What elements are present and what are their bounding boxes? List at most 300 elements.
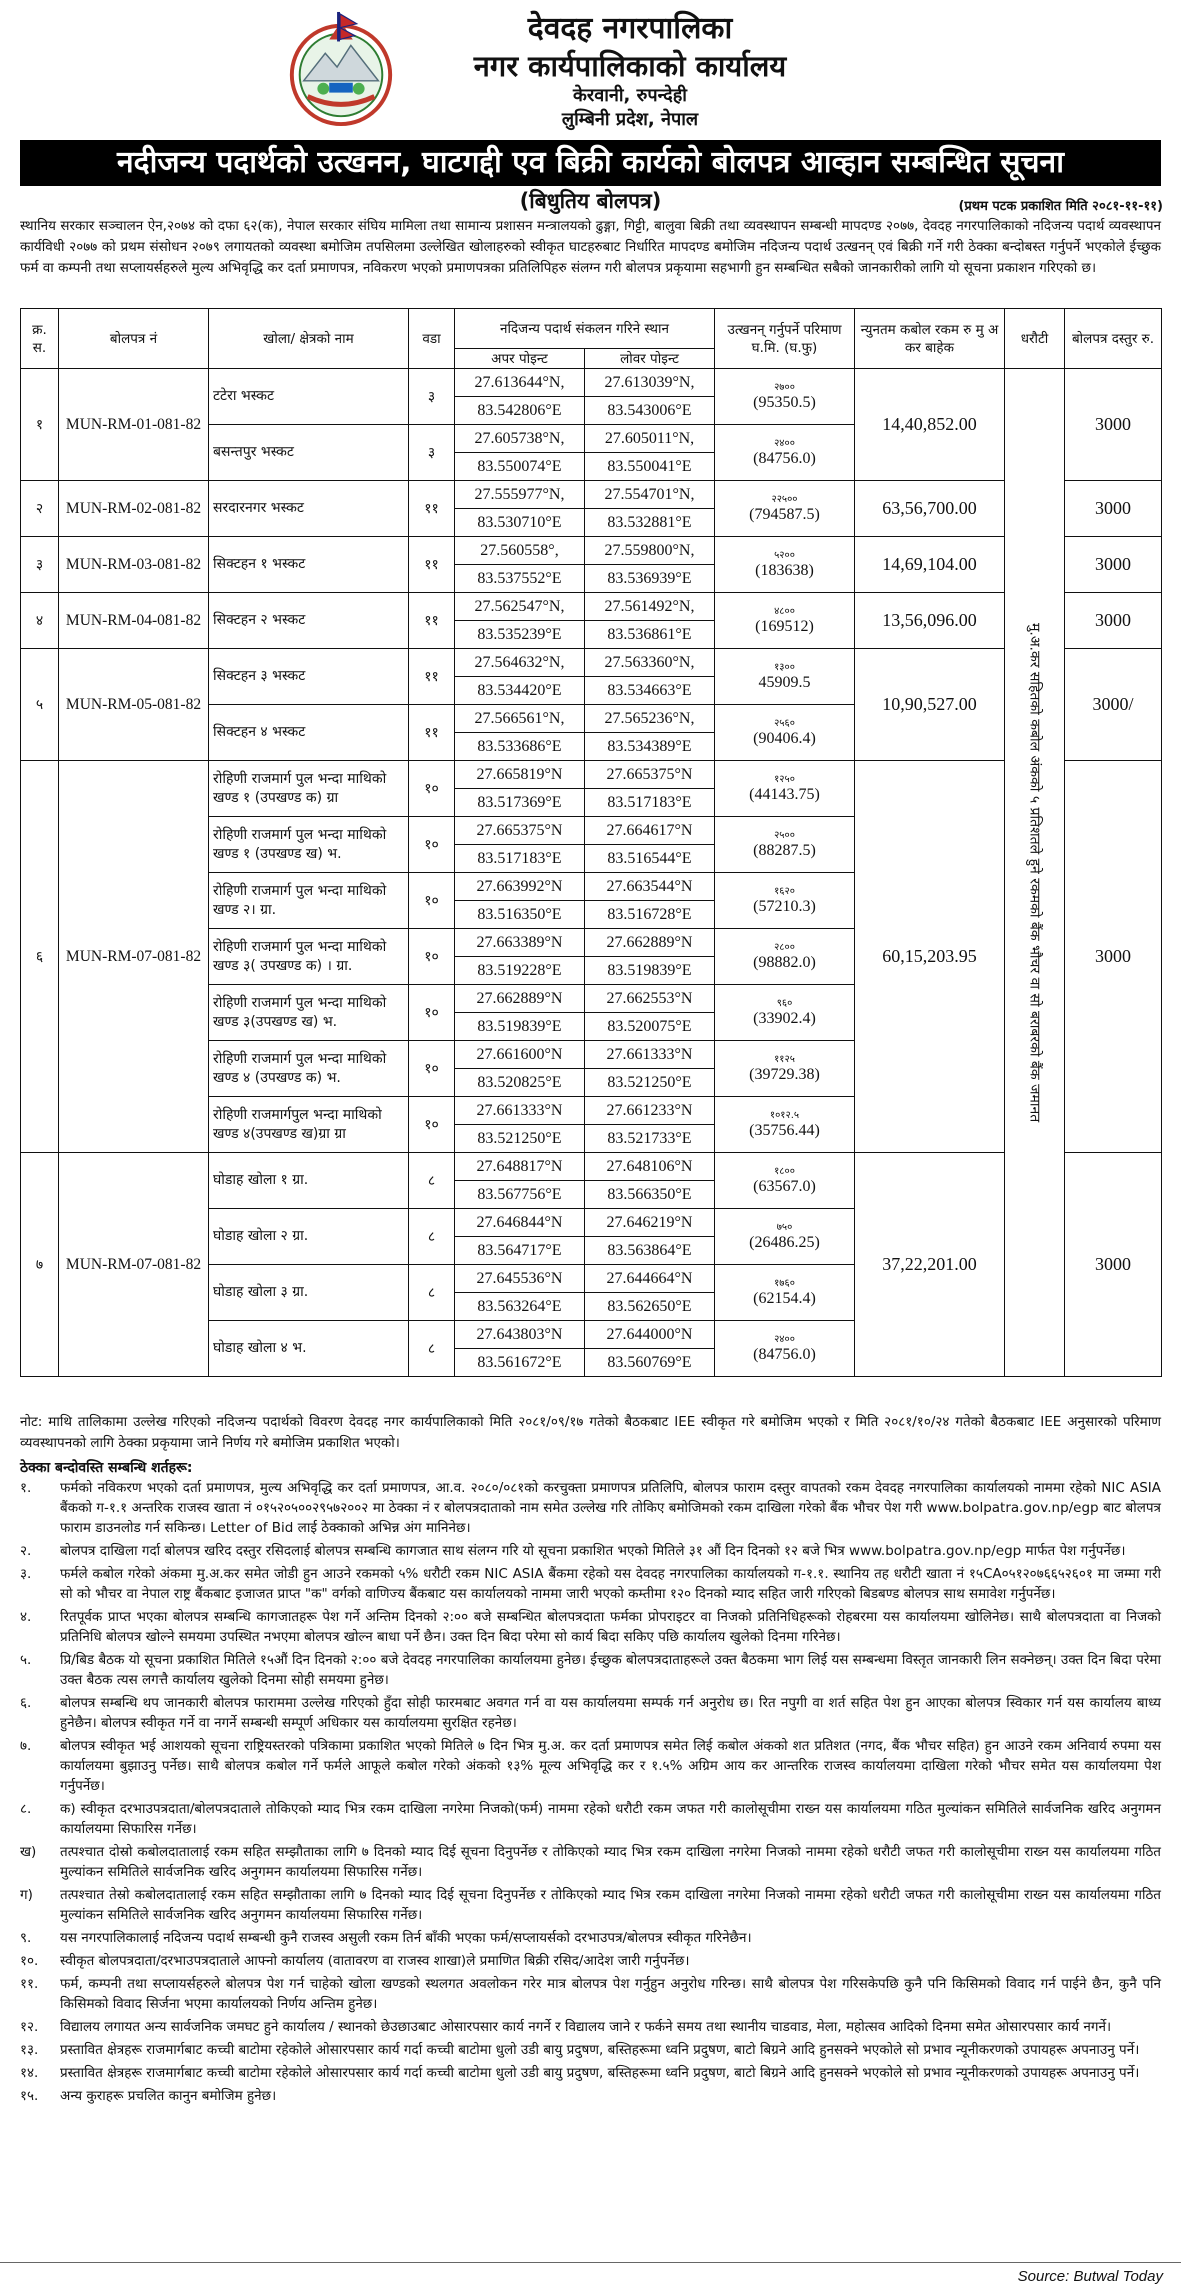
header-site: खोला/ क्षेत्रको नाम [209,309,409,369]
site-name: रोहिणी राजमार्ग पुल भन्दा माथिको खण्ड ३(उपखण्ड ख) भ. [213,994,387,1030]
cell-min-amount [855,649,1005,761]
qty-cubic-m: १७६० [774,1277,795,1289]
fee-value: 3000 [1095,1254,1131,1274]
sn-value: ४ [35,613,44,629]
cell-ward [409,705,455,761]
condition-number: ६. [20,1695,32,1711]
qty-cubic-m: २८०० [774,941,795,953]
cell-site [209,873,409,929]
condition-item [20,1885,1161,1925]
condition-item [20,2040,1161,2060]
sn-value: ३ [35,557,44,573]
qty-cubic-m: २५०० [774,829,795,841]
government-emblem-icon [282,10,400,128]
header-bid-no: बोलपत्र नं [59,309,209,369]
cell-qty [715,425,855,481]
fee-value: 3000 [1095,610,1131,630]
condition-item [20,1736,1161,1796]
site-name: सिक्टहन ४ भस्कट [213,724,306,740]
ward-value: १० [424,1061,439,1077]
ward-value: १० [424,1005,439,1021]
sn-value: २ [35,501,44,517]
condition-item [20,1541,1161,1561]
lower-north: 27.644664°N [585,1265,715,1293]
cell-site [209,1097,409,1153]
site-name: रोहिणी राजमार्ग पुल भन्दा माथिको खण्ड १ (उपखण्ड क) ग्रा [213,770,387,806]
qty-cubic-m: १८०० [774,1165,795,1177]
upper-north: 27.663389°N [455,929,585,957]
qty-cubic-ft: (35756.44) [749,1121,820,1139]
upper-east: 83.530710°E [455,509,585,537]
upper-east: 83.534420°E [455,677,585,705]
bid-table [20,308,1162,1377]
lower-east: 83.521250°E [585,1069,715,1097]
cell-ward [409,761,455,817]
condition-number: १५. [20,2088,39,2104]
qty-cubic-ft: 45909.5 [758,673,811,691]
cell-sn [21,481,59,537]
bid-no-value: MUN-RM-03-081-82 [65,555,202,573]
upper-east: 83.564717°E [455,1237,585,1265]
table-row [21,537,1162,565]
qty-cubic-m: ११२५ [774,1053,795,1065]
upper-east: 83.550074°E [455,453,585,481]
fee-value: 3000 [1095,946,1131,966]
condition-number: १३. [20,2042,39,2058]
conditions-title: ठेक्का बन्दोवस्ति सम्बन्धि शर्तहरू: [20,1460,193,1476]
table-row [21,593,1162,621]
condition-text: प्रस्तावित क्षेत्रहरू राजमार्गबाट कच्ची बाटोमा रहेकोले ओसारपसार कार्य गर्दा कच्ची बाटोमा धुलो उडी बायु प्रदुषण, बस्तिहरूमा ध्वनि प्रदुषण, बाटो बिग्रने आदि हुनसक्ने भएकोले सो प्रभाव न्यूनीकरणको उपायहरू अपनाउनु पर्ने। [60,2065,1140,2081]
footer-divider [0,2262,1181,2263]
condition-number: ख) [20,1844,37,1860]
site-name: टटेरा भस्कट [213,388,275,404]
lower-north: 27.664617°N [585,817,715,845]
upper-north: 27.613644°N, [455,369,585,397]
cell-qty [715,1209,855,1265]
ward-value: ११ [424,725,439,741]
ward-value: ८ [427,1341,436,1357]
cell-site [209,761,409,817]
upper-north: 27.662889°N [455,985,585,1013]
qty-cubic-ft: (84756.0) [753,449,816,467]
upper-east: 83.542806°E [455,397,585,425]
cell-sn [21,537,59,593]
cell-qty [715,593,855,649]
upper-north: 27.648817°N [455,1153,585,1181]
lower-north: 27.554701°N, [585,481,715,509]
qty-cubic-m: १०१२.५ [769,1109,800,1121]
cell-ward [409,1209,455,1265]
cell-fee [1065,649,1162,761]
condition-number: ८. [20,1801,32,1817]
min-amount-value: 60,15,203.95 [882,946,977,966]
upper-north: 27.562547°N, [455,593,585,621]
condition-text: बोलपत्र स्वीकृत भई आशयको सूचना राष्ट्रियस्तरको पत्रिकामा प्रकाशित भएको मितिले ७ दिन भित्र मु.अ. कर दर्ता प्रमाणपत्र समेत लिई कबोल अंकको शत प्रतिशत (नगद, बैंक भौचर सहित) हुन आउने रकम अनिवार्य रुपमा यस कार्यालयमा बुझाउनु पर्नेछ। साथै बोलपत्र कबोल गर्ने फर्मले आफूले कबोल गरेको अंकको १३% मूल्य अभिवृद्धि कर र १.५% अग्रिम आय कर आन्तरिक राजस्व कार्यालयमा दाखिला गरेको भौचर समेत यस कार्यालयमा पेश गर्नुपर्नेछ। [60,1738,1161,1794]
cell-qty [715,817,855,873]
lower-north: 27.559800°N, [585,537,715,565]
condition-number: १२. [20,2019,39,2035]
condition-text: स्वीकृत बोलपत्रदाता/दरभाउपत्रदाताले आफ्नो कार्यालय (वातावरण वा राजस्व शाखा)ले प्रमाणित बिक्री रसिद/आदेश जारी गर्नुपर्नेछ। [60,1953,690,1969]
cell-qty [715,929,855,985]
header-sn: क्र. स. [21,309,59,369]
lower-east: 83.532881°E [585,509,715,537]
condition-text: प्रस्तावित क्षेत्रहरू राजमार्गबाट कच्ची बाटोमा रहेकोले ओसारपसार कार्य गर्दा कच्ची बाटोमा धुलो उडी बायु प्रदुषण, बस्तिहरूमा ध्वनि प्रदुषण, बाटो बिग्रने आदि हुनसक्ने भएकोले सो प्रभाव न्यूनीकरणको उपायहरू अपनाउनु पर्ने। [60,2042,1140,2058]
table-row [21,1153,1162,1181]
ward-value: ३ [427,445,436,461]
header-deposit: धरौटी [1005,309,1065,369]
site-name: रोहिणी राजमार्ग पुल भन्दा माथिको खण्ड १ (उपखण्ड ख) भ. [213,826,387,862]
upper-north: 27.605738°N, [455,425,585,453]
condition-number: १. [20,1480,32,1496]
sn-value: ६ [35,949,44,965]
condition-number: १४. [20,2065,39,2081]
cell-sn [21,369,59,481]
header-upper-point: अपर पोइन्ट [455,349,585,369]
condition-item [20,1928,1161,1948]
upper-north: 27.645536°N [455,1265,585,1293]
site-name: रोहिणी राजमार्गपुल भन्दा माथिको खण्ड ४(उपखण्ड ख)ग्रा ग्रा [213,1106,382,1142]
cell-qty [715,537,855,593]
notice-subtitle: (बिधुतिय बोलपत्र) [519,189,662,213]
condition-number: ४. [20,1609,32,1625]
cell-bid-no [59,593,209,649]
ward-value: १० [424,1117,439,1133]
condition-text: फर्मले कबोल गरेको अंकमा मु.अ.कर समेत जोडी हुन आउने रकमको ५% धरौटी रकम NIC ASIA बैंकमा रहेको यस देवदह नगरपालिका कार्यालयको ग-१.१. स्थानिय तह धरौटी खाता नं १५CA०५१२०७६६५२६०१ मा जम्मा गरी सो को भौचर वा नेपाल राष्ट्र बैंकबाट इजाजत प्राप्त "क" वर्गको वाणिज्य बैंकबाट यस कार्यालयको नाममा जारी भएको कम्तीमा १२० दिनको म्याद सहित जारी गरिएको बिडबण्ड बोलपत्र साथ समावेश गर्नुपर्नेछ। [60,1566,1161,1602]
cell-qty [715,1321,855,1377]
cell-bid-no [59,649,209,761]
upper-north: 27.555977°N, [455,481,585,509]
lower-north: 27.563360°N, [585,649,715,677]
qty-cubic-m: २५६० [774,717,795,729]
bid-no-value: MUN-RM-07-081-82 [65,947,202,965]
qty-cubic-m: ९६० [776,997,793,1009]
fee-value: 3000 [1095,414,1131,434]
fee-value: 3000 [1095,498,1131,518]
cell-ward [409,593,455,649]
upper-north: 27.663992°N [455,873,585,901]
bid-no-value: MUN-RM-05-081-82 [65,695,202,713]
qty-cubic-m: ५२०० [774,549,795,561]
cell-ward [409,1041,455,1097]
upper-east: 83.519839°E [455,1013,585,1041]
lower-north: 27.662553°N [585,985,715,1013]
cell-ward [409,481,455,537]
site-name: रोहिणी राजमार्ग पुल भन्दा माथिको खण्ड ३( उपखण्ड क) । ग्रा. [213,938,387,974]
ward-value: ११ [424,669,439,685]
lower-north: 27.665375°N [585,761,715,789]
qty-cubic-ft: (39729.38) [749,1065,820,1083]
cell-ward [409,369,455,425]
table-row [21,481,1162,509]
lower-east: 83.543006°E [585,397,715,425]
cell-qty [715,1265,855,1321]
cell-site [209,929,409,985]
site-name: घोडाह खोला ४ भ. [213,1340,307,1356]
upper-east: 83.535239°E [455,621,585,649]
bid-no-value: MUN-RM-01-081-82 [65,415,202,433]
min-amount-value: 13,56,096.00 [882,610,977,630]
cell-qty [715,1041,855,1097]
condition-item [20,1650,1161,1690]
lower-north: 27.648106°N [585,1153,715,1181]
qty-cubic-ft: (63567.0) [753,1177,816,1195]
upper-east: 83.567756°E [455,1181,585,1209]
lower-east: 83.566350°E [585,1181,715,1209]
cell-bid-no [59,537,209,593]
condition-item [20,1693,1161,1733]
condition-text: बोलपत्र सम्बन्धि थप जानकारी बोलपत्र फाराममा उल्लेख गरिएको हुँदा सोही फारमबाट अवगत गर्न वा यस कार्यालयमा सम्पर्क गर्न अनुरोध छ। रित नपुगी वा शर्त सहित पेश हुन आएका बोलपत्र स्विकार गर्न यस कार्यालय बाध्य हुनेछैन। बोलपत्र स्वीकृत गर्ने वा नगर्ने सम्बन्धी सम्पूर्ण अधिकार यस कार्यालयमा सुरक्षित रहनेछ। [60,1695,1161,1731]
lower-north: 27.565236°N, [585,705,715,733]
office-name: नगर कार्यपालिकाको कार्यालय [473,49,787,83]
ward-value: १० [424,893,439,909]
cell-ward [409,1265,455,1321]
condition-number: ९. [20,1930,32,1946]
cell-site [209,705,409,761]
cell-ward [409,985,455,1041]
upper-north: 27.564632°N, [455,649,585,677]
sn-value: १ [35,417,44,433]
ward-value: १० [424,781,439,797]
sn-value: ५ [35,697,44,713]
site-name: घोडाह खोला ३ ग्रा. [213,1284,309,1300]
lower-east: 83.560769°E [585,1349,715,1377]
site-name: बसन्तपुर भस्कट [213,444,294,460]
qty-cubic-m: १३०० [774,661,795,673]
cell-fee [1065,593,1162,649]
cell-site [209,817,409,873]
cell-site [209,537,409,593]
cell-qty [715,369,855,425]
cell-ward [409,425,455,481]
upper-east: 83.520825°E [455,1069,585,1097]
qty-cubic-ft: (183638) [755,561,814,579]
upper-north: 27.661600°N [455,1041,585,1069]
upper-north: 27.665819°N [455,761,585,789]
upper-east: 83.563264°E [455,1293,585,1321]
ward-value: १० [424,949,439,965]
upper-east: 83.537552°E [455,565,585,593]
condition-text: फर्मको नविकरण भएको दर्ता प्रमाणपत्र, मुल्य अभिवृद्धि कर दर्ता प्रमाणपत्र, आ.व. २०८०/०८१को करचुक्ता प्रमाणपत्र प्रतिलिपि, बोलपत्र फाराम दस्तुर वापतको रकम देवदह नगरपालिका कार्यालयको नाममा रहेको NIC ASIA बैंकको ग-१.१ अन्तरिक राजस्व खाता नं ०१५२०५००२९५७२००२ मा ठेक्का नं र बोलपत्रदाताको नाम समेत उल्लेख गरि तोकिए बमोजिमको रकम दाखिला गरेको बैंक भौचर पेश गरी www.bolpatra.gov.np/egp बाट बोलपत्र फाराम डाउनलोड गर्न सकिन्छ। Letter of Bid लाई ठेक्काको अभिन्न अंग मानिनेछ। [60,1480,1161,1536]
table-row [21,761,1162,789]
site-name: घोडाह खोला १ ग्रा. [213,1172,309,1188]
qty-cubic-ft: (794587.5) [749,505,820,523]
cell-min-amount [855,593,1005,649]
cell-qty [715,1097,855,1153]
ward-value: ११ [424,613,439,629]
condition-item [20,2063,1161,2083]
cell-fee [1065,369,1162,481]
site-name: रोहिणी राजमार्ग पुल भन्दा माथिको खण्ड ४ (उपखण्ड क) भ. [213,1050,387,1086]
conditions-list [20,1478,1161,2109]
condition-text: क) स्वीकृत दरभाउपत्रदाता/बोलपत्रदाताले तोकिएको म्याद भित्र रकम दाखिला नगरेमा निजको(फर्म) नाममा रहेको धरौटी रकम जफत गरी कालोसूचीमा राख्न यस कार्यालयमा गठित मुल्यांकन समितिले सार्वजनिक खरिद अनुगमन कार्यालयमा सिफारिस गर्नेछ। [60,1801,1161,1837]
lower-north: 27.661333°N [585,1041,715,1069]
upper-north: 27.665375°N [455,817,585,845]
letterhead [0,0,1181,140]
cell-qty [715,481,855,537]
bid-no-value: MUN-RM-04-081-82 [65,611,202,629]
cell-site [209,425,409,481]
upper-east: 83.517369°E [455,789,585,817]
upper-east: 83.516350°E [455,901,585,929]
table-row [21,649,1162,677]
cell-deposit [1005,369,1065,1377]
upper-east: 83.561672°E [455,1349,585,1377]
min-amount-value: 10,90,527.00 [882,694,977,714]
ward-value: ८ [427,1173,436,1189]
header-lower-point: लोवर पोइन्ट [585,349,715,369]
bid-table-body [21,369,1162,1377]
cell-fee [1065,1153,1162,1377]
condition-text: विद्यालय लगायत अन्य सार्वजनिक जमघट हुने कार्यालय / स्थानको छेउछाउबाट ओसारपसार कार्य नगर्ने र विद्यालय जाने र फर्कने समय तथा स्थानीय चाडवाड, मेला, महोत्सव आदिको दिनमा समेत ओसारपसार कार्य नगर्ने। [60,2019,1112,2035]
cell-qty [715,873,855,929]
site-name: घोडाह खोला २ ग्रा. [213,1228,309,1244]
lower-north: 27.662889°N [585,929,715,957]
condition-number: १०. [20,1953,39,1969]
qty-cubic-ft: (169512) [755,617,814,635]
qty-cubic-m: ७५० [776,1221,793,1233]
site-name: रोहिणी राजमार्ग पुल भन्दा माथिको खण्ड २। ग्रा. [213,882,387,918]
upper-north: 27.646844°N [455,1209,585,1237]
condition-text: प्रि/बिड बैठक यो सूचना प्रकाशित मितिले १५औं दिन दिनको २:०० बजे देवदह नगरपालिका कार्यालयमा हुनेछ। ईच्छुक बोलपत्रदाताहरूले उक्त बैठकमा भाग लिई यस सम्बन्धमा विस्तृत जानकारी लिन सक्नेछन्। उक्त दिन बिदा परेमा उक्त बैठक त्यस लगत्तै कार्यालय खुलेको दिनमा सोही समयमा हुनेछ। [60,1652,1161,1688]
qty-cubic-m: १२५० [774,773,795,785]
qty-cubic-m: १६२० [774,885,795,897]
cell-qty [715,705,855,761]
ward-value: ८ [427,1229,436,1245]
min-amount-value: 14,69,104.00 [882,554,977,574]
cell-fee [1065,537,1162,593]
condition-item [20,1842,1161,1882]
upper-east: 83.517183°E [455,845,585,873]
lower-north: 27.613039°N, [585,369,715,397]
ward-value: ११ [424,557,439,573]
lower-east: 83.536939°E [585,565,715,593]
lower-east: 83.534663°E [585,677,715,705]
qty-cubic-m: २२५०० [771,493,798,505]
lower-east: 83.516544°E [585,845,715,873]
note-text: नोट: माथि तालिकामा उल्लेख गरिएको नदिजन्य पदार्थको विवरण देवदह नगर कार्यपालिकाको मिति २०८१/०९/१७ गतेको बैठकबाट IEE स्वीकृत गरे बमोजिम भएको र मिति २०८१/१०/२४ गतेको बैठकबाट IEE अनुसारको परिमाण व्यवस्थापनको लागि ठेक्का प्रकृयामा जाने निर्णय गरे बमोजिम प्रकाशित भएको। [20,1414,1161,1451]
cell-min-amount [855,1153,1005,1377]
lower-north: 27.661233°N [585,1097,715,1125]
condition-item [20,2086,1161,2106]
header-min-amount: न्युनतम कबोल रकम रु मु अ कर बाहेक [855,309,1005,369]
bid-no-value: MUN-RM-02-081-82 [65,499,202,517]
min-amount-value: 63,56,700.00 [882,498,977,518]
cell-bid-no [59,761,209,1153]
cell-ward [409,1153,455,1209]
lower-east: 83.516728°E [585,901,715,929]
qty-cubic-m: २४०० [774,1333,795,1345]
cell-qty [715,649,855,705]
cell-site [209,1041,409,1097]
qty-cubic-ft: (90406.4) [753,729,816,747]
cell-qty [715,761,855,817]
ward-value: ८ [427,1285,436,1301]
lower-north: 27.605011°N, [585,425,715,453]
lower-north: 27.644000°N [585,1321,715,1349]
condition-item [20,1799,1161,1839]
condition-text: रितपूर्वक प्राप्त भएका बोलपत्र सम्बन्धि कागजातहरू पेश गर्ने अन्तिम दिनको २:०० बजे सम्बन्धित बोलपत्रदाता फर्मका प्रोपराइटर वा निजको प्रतिनिधिहरूको रोहबरमा यस कार्यालयमा खोलिनेछ। साथै बोलपत्रदाता वा निजको प्रतिनिधि बोलपत्र खोल्ने समयमा उपस्थित नभएमा बोलपत्र खोल्न बाधा पर्ने छैन। उक्त दिन बिदा परेमा सो कार्य बिदा सकिए पछि कार्यालय खुलेको दिनमा गरिनेछ। [60,1609,1161,1645]
cell-site [209,1321,409,1377]
org-name: देवदह नगरपालिका [527,11,733,46]
table-row [21,369,1162,397]
cell-min-amount [855,369,1005,481]
qty-cubic-m: २४०० [774,437,795,449]
cell-site [209,1153,409,1209]
province-name: लुम्बिनी प्रदेश, नेपाल [561,109,699,130]
condition-number: ५. [20,1652,32,1668]
condition-text: यस नगरपालिकालाई नदिजन्य पदार्थ सम्बन्धी कुनै राजस्व असुली रकम तिर्न बाँकी भएका फर्म/सप्लायर्सको दरभाउपत्र/बोलपत्र स्वीकृत गरिनेछैन। [60,1930,752,1946]
condition-item [20,1478,1161,1538]
qty-cubic-ft: (57210.3) [753,897,816,915]
min-amount-value: 37,22,201.00 [882,1254,977,1274]
qty-cubic-m: २७०० [774,381,795,393]
condition-text: बोलपत्र दाखिला गर्दा बोलपत्र खरिद दस्तुर रसिदलाई बोलपत्र सम्बन्धि कागजात साथ संलग्न गरि यो सूचना प्रकाशित भएको मितिले ३१ औं दिन दिनको १२ बजे भित्र www.bolpatra.gov.np/egp मार्फत पेश गर्नुपर्नेछ। [60,1543,1126,1559]
condition-item [20,1951,1161,1971]
cell-ward [409,1097,455,1153]
header-fee: बोलपत्र दस्तुर रु. [1065,309,1162,369]
condition-text: तत्पश्चात तेस्रो कबोलदातालाई रकम सहित सम्झौताका लागि ७ दिनको म्याद दिई सूचना दिनुपर्नेछ र तोकिएको म्याद भित्र रकम दाखिला नगरेमा निजको नाममा रहेको धरौटी जफत गरी कालोसूचीमा राख्न यस कार्यालयमा गठित मुल्यांकन समितिले सार्वजनिक खरिद अनुगमन कार्यालयमा सिफारिस गर्नेछ। [60,1887,1161,1923]
condition-number: ११. [20,1976,39,1992]
cell-site [209,481,409,537]
lower-east: 83.519839°E [585,957,715,985]
lower-east: 83.536861°E [585,621,715,649]
lower-east: 83.517183°E [585,789,715,817]
cell-site [209,369,409,425]
sn-value: ७ [35,1257,44,1273]
cell-site [209,1265,409,1321]
lower-east: 83.563864°E [585,1237,715,1265]
upper-north: 27.661333°N [455,1097,585,1125]
upper-east: 83.533686°E [455,733,585,761]
upper-east: 83.519228°E [455,957,585,985]
lower-east: 83.520075°E [585,1013,715,1041]
qty-cubic-ft: (95350.5) [753,393,816,411]
header-qty: उत्खनन् गर्नुपर्ने परिमाण घ.मि. (घ.फु) [715,309,855,369]
cell-site [209,1209,409,1265]
lower-east: 83.550041°E [585,453,715,481]
lower-north: 27.646219°N [585,1209,715,1237]
cell-bid-no [59,369,209,481]
upper-east: 83.521250°E [455,1125,585,1153]
cell-site [209,985,409,1041]
lower-north: 27.561492°N, [585,593,715,621]
ward-value: ११ [424,501,439,517]
condition-text: तत्पश्चात दोस्रो कबोलदातालाई रकम सहित सम्झौताका लागि ७ दिनको म्याद दिई सूचना दिनुपर्नेछ र तोकिएको म्याद भित्र रकम दाखिला नगरेमा निजको नाममा रहेको धरौटी जफत गरी कालोसूचीमा राख्न यस कार्यालयमा गठित मुल्यांकन समितिले सार्वजनिक खरिद अनुगमन कार्यालयमा सिफारिस गर्नेछ। [60,1844,1161,1880]
condition-text: अन्य कुराहरू प्रचलित कानुन बमोजिम हुनेछ। [60,2088,277,2104]
qty-cubic-m: ४८०० [774,605,795,617]
upper-north: 27.643803°N [455,1321,585,1349]
condition-item [20,2017,1161,2037]
header-location: नदिजन्य पदार्थ संकलन गरिने स्थान [455,309,715,349]
cell-site [209,593,409,649]
header-ward: वडा [409,309,455,369]
lower-east: 83.562650°E [585,1293,715,1321]
condition-number: ३. [20,1566,32,1582]
cell-bid-no [59,1153,209,1377]
cell-sn [21,761,59,1153]
source-credit: Source: Butwal Today [1017,2268,1163,2285]
cell-min-amount [855,761,1005,1153]
ward-value: १० [424,837,439,853]
qty-cubic-ft: (62154.4) [753,1289,816,1307]
cell-sn [21,593,59,649]
cell-sn [21,649,59,761]
bid-no-value: MUN-RM-07-081-82 [65,1255,202,1273]
qty-cubic-ft: (33902.4) [753,1009,816,1027]
site-name: सिक्टहन २ भस्कट [213,612,306,628]
qty-cubic-ft: (98882.0) [753,953,816,971]
cell-ward [409,817,455,873]
